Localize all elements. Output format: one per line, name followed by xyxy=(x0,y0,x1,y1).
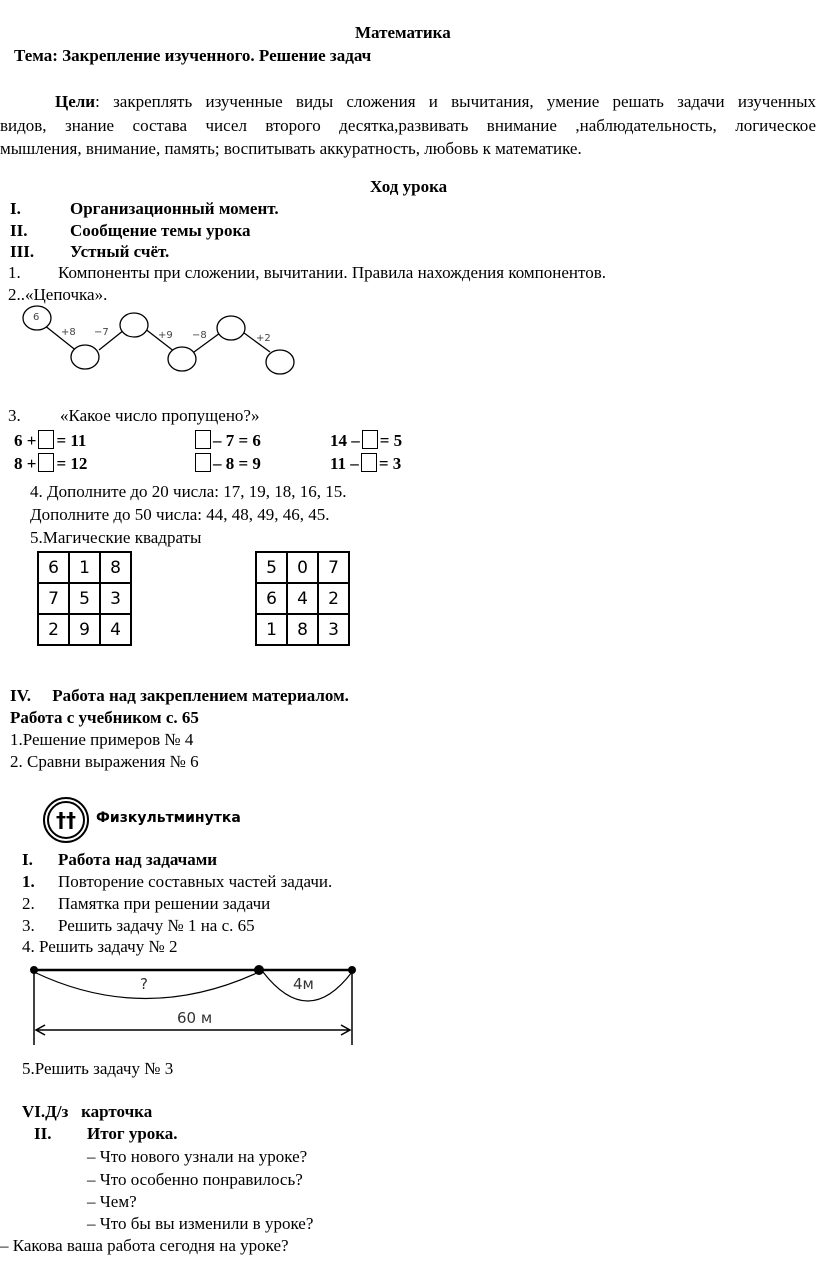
task-item: Решить задачу № 1 на с. 65 xyxy=(58,916,255,935)
summary-question: – Что особенно понравилось? xyxy=(87,1170,303,1189)
chain-diagram xyxy=(0,300,320,385)
oral-item-3: «Какое число пропущено?» xyxy=(60,406,260,425)
item-num: 2. xyxy=(22,894,35,913)
tasks-heading: Работа над задачами xyxy=(58,850,218,869)
segment-diagram xyxy=(25,960,365,1050)
answer-box[interactable] xyxy=(38,453,54,472)
task-item-4: 4. Решить задачу № 2 xyxy=(22,937,178,956)
section-num: III. xyxy=(10,242,35,261)
oral-item-5: 5.Магические квадраты xyxy=(30,528,202,547)
answer-box[interactable] xyxy=(38,430,54,449)
magic-square-1: 6 1 8 7 5 3 2 9 4 xyxy=(37,551,132,646)
svg-text:††: †† xyxy=(56,808,76,832)
section-num: II. xyxy=(34,1124,52,1143)
chain-op: −7 xyxy=(94,327,109,338)
section-title: Устный счёт. xyxy=(70,242,170,261)
item-num: 3. xyxy=(22,916,35,935)
answer-box[interactable] xyxy=(195,453,211,472)
part4-item-2: 2. Сравни выражения № 6 xyxy=(10,752,199,771)
answer-box[interactable] xyxy=(195,430,211,449)
section-title: Организационный момент. xyxy=(70,199,279,218)
summary-question: – Что нового узнали на уроке? xyxy=(87,1147,308,1166)
item-num: 3. xyxy=(8,406,21,425)
goals-label: Цели xyxy=(55,92,96,111)
chain-op: +9 xyxy=(158,330,173,341)
chain-start: 6 xyxy=(33,312,40,323)
task-item: Памятка при решении задачи xyxy=(58,894,271,913)
section-num: I. xyxy=(10,199,21,218)
part4-item-1: 1.Решение примеров № 4 xyxy=(10,730,194,749)
fizminutka-label: Физкультминутка xyxy=(96,810,241,826)
equation: – 8 = 9 xyxy=(193,453,261,474)
item-num: 1. xyxy=(22,872,35,891)
textbook-heading: Работа с учебником с. 65 xyxy=(10,708,199,727)
magic-square-2: 5 0 7 6 4 2 1 8 3 xyxy=(255,551,350,646)
oral-item-4b: Дополните до 50 числа: 44, 48, 49, 46, 45. xyxy=(30,505,330,524)
section-4-heading: IV. Работа над закреплением материалом. xyxy=(10,686,349,705)
equation: 11 – = 3 xyxy=(330,454,402,473)
summary-question: – Какова ваша работа сегодня на уроке? xyxy=(0,1236,289,1255)
part-label: 4м xyxy=(293,975,314,993)
goals-line-1 xyxy=(0,92,816,112)
answer-box[interactable] xyxy=(362,430,378,449)
summary-heading: Итог урока. xyxy=(87,1124,178,1143)
unknown-label: ? xyxy=(140,975,148,993)
homework: VI.Д/з карточка xyxy=(22,1102,153,1121)
task-item-5: 5.Решить задачу № 3 xyxy=(22,1059,174,1078)
topic: Тема: Закрепление изученного. Решение задач xyxy=(14,46,372,65)
equation: 8 + = 12 xyxy=(14,454,88,473)
section-title: Сообщение темы урока xyxy=(70,221,251,240)
section-num: II. xyxy=(10,221,28,240)
item-num: 1. xyxy=(8,263,21,282)
goals-line-2: видов, знание состава чисел второго десятка,развивать внимание ,наблюдательность, логическое xyxy=(0,116,816,135)
chain-op: +8 xyxy=(61,327,76,338)
equation: 6 + = 11 xyxy=(14,431,87,450)
doc-title: Математика xyxy=(355,23,451,42)
oral-item-1: Компоненты при сложении, вычитании. Правила нахождения компонентов. xyxy=(58,263,607,282)
chain-op: −8 xyxy=(192,330,207,341)
section-num: I. xyxy=(22,850,33,869)
total-label: 60 м xyxy=(177,1009,213,1027)
oral-item-4: 4. Дополните до 20 числа: 17, 19, 18, 16, 15. xyxy=(30,482,347,501)
summary-question: – Что бы вы изменили в уроке? xyxy=(87,1214,314,1233)
chain-op: +2 xyxy=(256,333,271,344)
oral-item-2: 2..«Цепочка». xyxy=(8,285,108,304)
goals-text: : закреплять изученные виды сложения и вычитания, умение решать задачи изученных xyxy=(95,92,816,111)
fizminutka-icon xyxy=(42,796,92,846)
answer-box[interactable] xyxy=(361,453,377,472)
summary-question: – Чем? xyxy=(87,1192,137,1211)
equation: – 7 = 6 xyxy=(193,430,261,451)
course-heading: Ход урока xyxy=(370,177,448,196)
goals-line-3: мышления, внимание, память; воспитывать аккуратность, любовь к математике. xyxy=(0,139,582,158)
equation: 14 – = 5 xyxy=(330,431,403,450)
task-item: Повторение составных частей задачи. xyxy=(58,872,333,891)
